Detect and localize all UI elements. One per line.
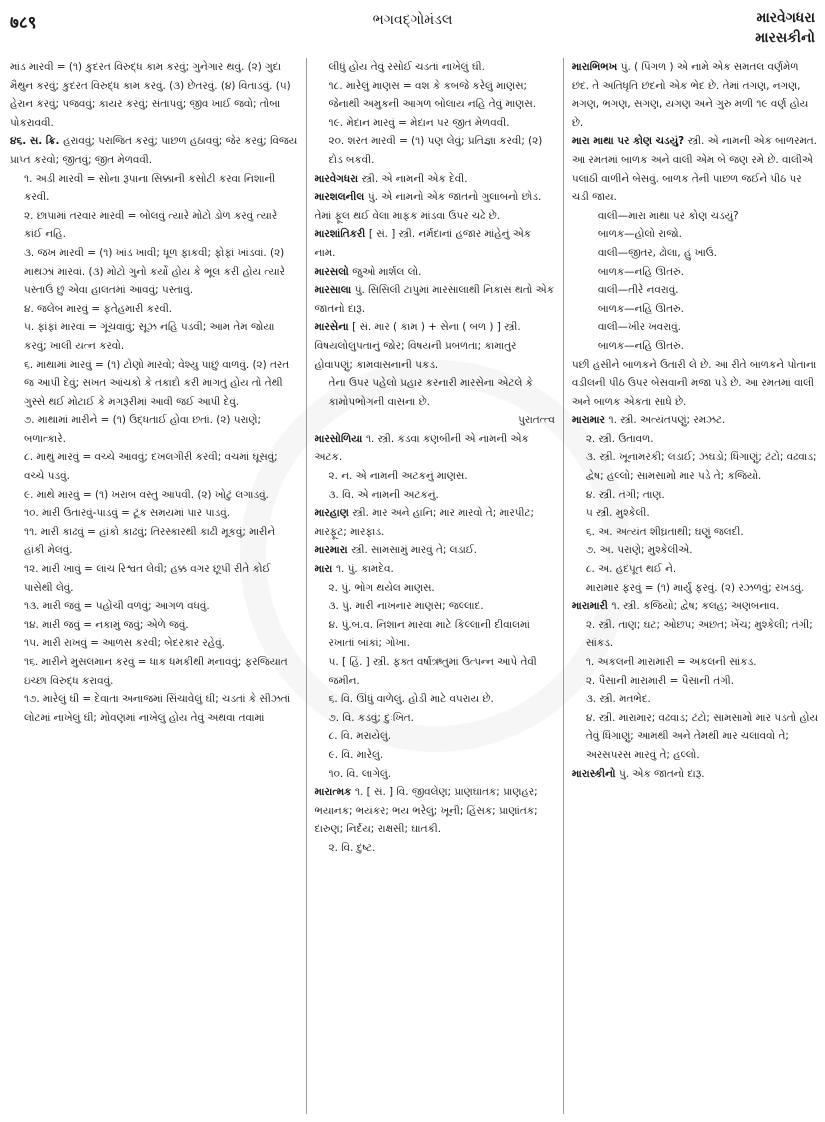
definition-text: ૩. પું. મારી નાખનાર માણસ; જલ્લાદ. xyxy=(328,600,484,613)
definition-text: ૨. છાપામાં તરવાર મારવી = બોલવું ત્યારે મોટો ડોળ કરવું ત્યારે કાંઈ નહિ. xyxy=(24,209,278,241)
column-right xyxy=(563,58,820,1114)
sub-sense xyxy=(315,616,555,653)
sub-sense xyxy=(572,504,818,523)
dictionary-entry xyxy=(315,430,555,467)
sub-sense xyxy=(572,653,818,672)
definition-text: ૩. સ્ત્રી. મતભેદ. xyxy=(585,693,651,706)
sub-sense xyxy=(315,374,555,411)
page-number: ७८९ xyxy=(10,13,37,33)
definition-text: હરાવવું; પરાજિત કરવું; પાછળ હઠાવવું; જેર કરવું; વિજય પ્રાપ્ત કરવો; જીતવું; જીત મેળવવી. xyxy=(10,135,298,166)
headword: મારામાર xyxy=(571,414,609,427)
definition-text: ૨. વિ. દુષ્ટ. xyxy=(328,841,376,854)
dictionary-entry xyxy=(315,783,555,839)
sub-sense xyxy=(572,523,818,542)
headword: મારા xyxy=(314,563,336,576)
sub-sense xyxy=(572,430,818,449)
dictionary-entry xyxy=(572,597,818,616)
definition-text: ૧૮. મારેલું માણસ = વશ કે કબજે કરેલું માણસ; જેનાથી અમુકની આગળ બોલાય નહિ તેવું માણસ. xyxy=(328,79,537,111)
definition-text: ૧. [ સં. ] વિ. જીવલેણ; પ્રાણઘાતક; પ્રાણહર; ભયાનક; ભયંકર; ભય ભરેલું; ખૂની; હિંસક; પ્રાણાંતક; દારુણ; નિર્દય; રાક્ષસી; ઘાતકી. xyxy=(314,786,538,836)
sub-sense xyxy=(572,616,818,653)
definition-text: ૮. વિ. મરાયેલું. xyxy=(328,730,392,743)
guide-words xyxy=(755,8,815,48)
headword: મારાભિભખ xyxy=(571,61,621,73)
dictionary-entry xyxy=(10,132,298,169)
sub-sense xyxy=(10,560,298,597)
definition-text: સ્ત્રી. એ નામની એક બાળરમત. આ રમતમાં બાળક અને વાલી એમ બે જણ રમે છે. વાલીએ પલાંઠી વાળીને બેસવું. બાળક તેની પાછળ જઈને પીઠ પર ચડી જાય. xyxy=(571,135,817,204)
headword: મારસોળિયા xyxy=(314,432,366,445)
sub-sense xyxy=(10,448,298,485)
definition-text: સ્ત્રી. સામસામું મારવું તે; લડાઈ. xyxy=(351,544,478,557)
sub-sense xyxy=(315,690,555,709)
definition-text: પછી હસીને બાળકને ઉતારી લે છે. આ રીતે બાળકને પોતાના વડીલની પીઠ ઉપર બેસવાની મજા પડે છે. આ રમતમાં વાલી અને બાળક એકતા સાધે છે. xyxy=(571,358,817,408)
headword: મારશલનીલ xyxy=(314,191,368,204)
sub-sense xyxy=(315,709,555,728)
dialogue-line xyxy=(572,263,818,282)
dictionary-entry xyxy=(315,188,555,225)
headword: મારામારી xyxy=(571,600,612,613)
guide-word-last: મારસકીનો xyxy=(755,30,815,46)
dictionary-entry xyxy=(315,170,555,189)
sub-sense xyxy=(10,616,298,635)
headword: મારશાંતિકરી xyxy=(314,228,369,241)
definition-text: સ્ત્રી. એ નામની એક દેવી. xyxy=(361,172,468,185)
definition-text: વાલી—જીતર, ઢોલા, હું ખાઉં. xyxy=(597,246,717,259)
sub-sense xyxy=(315,597,555,616)
definition-text: ૩. વિ. એ નામની અટકનું. xyxy=(328,488,439,501)
definition-text: ૨. સ્ત્રી. તાણ; ઘટ; ઓછપ; અછત; ખેંચ; મુશ્કેલી; તંગી; સાંકડ. xyxy=(585,618,813,650)
definition-text: ૬. માથામાં મારવું = (૧) ટોણો મારવો; વેશ્યુ પાછું વાળવું. (૨) તરત જ આપી દેવું; સખત આંચકો કે તકાદો કરી માગતું હોય તો તેથી ગુસ્સે થઈ મોટાઈ કે મગરૂરીમાં આવી જઈ આપી દેવું. xyxy=(24,358,290,408)
headword: મારસલો xyxy=(314,265,353,278)
dialogue-line xyxy=(572,300,818,319)
definition-text: ૨. ન. એ નામની અટકનું માણસ. xyxy=(328,470,468,483)
sub-sense xyxy=(572,541,818,560)
headword: મારહાણ xyxy=(314,507,353,520)
definition-text: બાળક—નહિ ઊતરું. xyxy=(597,302,684,315)
definition-text: ૧. સ્ત્રી. અત્યંતપણું; રમઝટ. xyxy=(608,414,726,427)
headword: મારાસ્કીનો xyxy=(571,767,620,780)
sub-sense xyxy=(315,467,555,486)
definition-text: વાલી—તીરે નવરાવું. xyxy=(597,284,679,297)
definition-text: જુઓ માર્શલ લો. xyxy=(352,265,422,278)
definition-text: વાલી—ખીર ખવરાવું. xyxy=(597,321,681,334)
definition-text: ૮. અ. હદપૂત થઈ ને. xyxy=(585,563,677,576)
definition-text: બાળક—નહિ ઊતરું. xyxy=(597,265,684,278)
definition-text: ૯. વિ. મારેલું. xyxy=(328,748,384,761)
headword: મારમારા xyxy=(314,544,352,557)
definition-text: ૧. સ્ત્રી. કજિયો; દ્વેષ; કલહ; અણબનાવ. xyxy=(611,600,780,613)
definition-text: સ્ત્રી. માર અને હાનિ; માર મારવો તે; મારપીટ; મારફૂટ; મારફાડ. xyxy=(314,507,535,538)
sub-sense xyxy=(10,690,298,727)
definition-text: ૪. સ્ત્રી. મારામાર; વઢવાડ; ટંટો; સામસામો માર પડતો હોય તેવું ધિંગાણું; આમથી અને તેમથી માર ચલાવવો તે; અરસપરસ મારવું તે; હલ્લો. xyxy=(585,711,818,761)
definition-text: ૫. [ હિં. ] સ્ત્રી. ફક્ત વર્ષાઋતુમાં ઉત્પન્ન આપે તેવી જમીન. xyxy=(328,656,537,687)
sub-sense xyxy=(10,356,298,412)
dictionary-entry xyxy=(315,504,555,541)
definition-text: ૧. સ્ત્રી. કડવા કણબીની એ નામની એક અટક. xyxy=(314,432,529,464)
dialogue-line xyxy=(572,244,818,263)
sub-sense xyxy=(315,486,555,505)
sub-sense xyxy=(315,746,555,765)
sub-sense xyxy=(10,170,298,207)
headword: મારસાલા xyxy=(314,284,355,297)
sub-sense xyxy=(10,504,298,523)
sub-sense xyxy=(315,114,555,133)
definition-text: ૧૬. મારીને મુસલમાન કરવું = ધાક ધમકીથી મનાવવું; ફરજિયાત ઇચ્છા વિરુદ્ધ કરાવવું. xyxy=(24,656,288,687)
column-middle xyxy=(306,58,563,1114)
definition-text: ૩. સ્ત્રી. ખૂનામરકી; લડાઈ; ઝઘડો; ધિંગાણું; ટંટો; વઢવાડ; દ્વેષ; હલ્લો; સામસામો માર પડે તે; કજિયો. xyxy=(585,451,817,483)
definition-text: માંડ મારવી = (૧) કુદરત વિરુદ્ધ કામ કરવું; ગુનેગાર થવું. (૨) ગુદા મૈથુન કરવું; કુદરત વિરુદ્ધ કામ કરવું. (૩) છેતરવું. (૪) વિતાડવું. (૫) હેરાન કરવું; પજવવું; કાયર કરવું; સંતાપવું; જીવ ખાઈ જવો; તોબા પોકરાવવી. xyxy=(10,61,291,129)
sub-sense xyxy=(10,523,298,560)
definition-text: ૧. પું. કામદેવ. xyxy=(335,563,394,576)
definition-text: ૧૦. વિ. લાગેલું. xyxy=(328,767,392,780)
sub-sense xyxy=(315,839,555,858)
dialogue-line xyxy=(572,337,818,356)
definition-text: [ સં. ] સ્ત્રી. નર્મદાનાં હજાર માંહેનું એક નામ. xyxy=(314,228,531,259)
sub-sense xyxy=(10,486,298,505)
headword: મારવેગધરા xyxy=(314,172,362,185)
dictionary-entry xyxy=(572,132,818,206)
sub-sense xyxy=(10,207,298,244)
sub-sense xyxy=(10,634,298,653)
dictionary-entry xyxy=(315,281,555,318)
definition-text: ૧૧. મારી કાઢવું = હાંકો કાઢવું; તિરસ્કારથી કાઢી મૂકવું; મારીને હાંકી મેલવું. xyxy=(24,525,276,557)
guide-word-first: મારવેગધરા xyxy=(756,10,815,26)
sub-sense xyxy=(315,58,555,77)
definition-text: પું. સિસિલી ટાપુમાં મારસાલાથી નિકાસ થતો એક જાતનો દારૂ. xyxy=(314,284,554,315)
sub-sense xyxy=(10,244,298,300)
sub-sense xyxy=(572,672,818,691)
definition-text: બાળક—હોલો રાજો. xyxy=(597,228,682,241)
definition-text: ૭. અ. પરાણે; મુશ્કેલીએ. xyxy=(585,544,693,557)
definition-text: ૭. માથામાં મારીને = (૧) ઉદ્ધતાઈ હોવા છતાં. (૨) પરાણે; બળાત્કારે. xyxy=(24,414,261,445)
dictionary-entry xyxy=(572,765,818,784)
running-title: ભગવદ્ગોમંડલ xyxy=(372,12,453,28)
dictionary-entry xyxy=(572,411,818,430)
definition-text: ૫ સ્ત્રી. મુશ્કેલી. xyxy=(585,507,650,520)
citation-source xyxy=(315,411,555,430)
dialogue-line xyxy=(572,318,818,337)
definition-text: ૭. વિ. કડવું; દુઃખિત. xyxy=(328,711,414,724)
sub-sense xyxy=(10,318,298,355)
definition-text: પુરાતત્ત્વ xyxy=(518,414,555,427)
definition-text: ૪. જલેબ મારવું = ફતેહમારી કરવી. xyxy=(24,302,173,315)
sub-sense xyxy=(315,77,555,114)
definition-text: ૨. પૈસાની મારામારી = પૈસાની તંગી. xyxy=(585,674,735,687)
definition-text: ૧૩. મારી જવું = પહોંચી વળવું; આગળ વધવું. xyxy=(24,600,210,613)
sub-sense xyxy=(10,300,298,319)
definition-text: ૬. વિ. ઊંધું વાળેલું. હોડી માટે વપરાય છે. xyxy=(328,693,494,706)
dictionary-entry xyxy=(10,58,298,132)
definition-text: [ સં. માર ( કામ ) + સેના ( બળ ) ] સ્ત્રી. વિષયલોલુપતાનું જોર; વિષયની પ્રબળતા; કામાતુર હોવાપણું; કામવાસનાની પકડ. xyxy=(314,321,521,371)
dictionary-entry xyxy=(315,318,555,374)
sub-sense xyxy=(572,690,818,709)
definition-text: મારામાર ફરવું = (૧) માર્યું ફરવું. (૨) રઝળવું; રખડવું. xyxy=(585,581,805,594)
definition-text: ૨. પું. ભોગ થયેલ માણસ. xyxy=(328,581,435,594)
sub-sense xyxy=(572,448,818,485)
definition-text: ૨૦. શરત મારવી = (૧) પણ લેવું; પ્રતિજ્ઞા કરવી; (૨) દોડ બકવી. xyxy=(328,135,543,166)
definition-text: પું. ( પિંગળ ) એ નામે એક સમતલ વર્ણમેળ છંદ. તે અતિધૃતિ છંદનો એક ભેદ છે. તેમાં તગણ, નગણ, મગણ, ભગણ, સગણ, યગણ અને ગુરુ મળી ૧૯ વર્ણ હોય છે. xyxy=(571,61,809,129)
sub-sense xyxy=(315,132,555,169)
sub-sense xyxy=(10,597,298,616)
sub-sense xyxy=(572,579,818,598)
definition-text: ૮. માથું મારવું = વચ્ચે આવવું; દખલગીરી કરવી; વચમાં ઘૂસવું; વચ્ચે પડવું. xyxy=(24,451,278,483)
dictionary-entry xyxy=(572,356,818,412)
dialogue-line xyxy=(572,207,818,226)
definition-text: ૩. જખ મારવી = (૧) ખાંડ ખાવી; ધૂળ ફાકવી; ફોફાં ખાંડવાં. (૨) માથઝાં મારવાં. (૩) મોટો ગુનો કર્યો હોય કે ભૂલ કરી હોય ત્યારે પસ્તાઉં છું એવા હાલતમાં આવવું; પસ્તાવું. xyxy=(24,246,286,297)
headword: મારા માથા પર કોણ ચડયું? xyxy=(571,135,688,148)
definition-text: ૧૦. મારી ઉતારવું-પાડવું = ટૂંક સમયમાં પાર પાડવું. xyxy=(24,507,231,520)
definition-text: બાળક—નહિ ઊતરું. xyxy=(597,339,684,352)
page-header xyxy=(0,0,825,58)
text-columns xyxy=(8,58,820,1114)
dictionary-entry xyxy=(572,58,818,132)
definition-text: ૪. સ્ત્રી. તંગી; તાણ. xyxy=(585,488,665,501)
sub-sense xyxy=(572,709,818,765)
definition-text: તેના ઉપર પહેલો પ્રહાર કરનારી મારસેના એટલે કે કામોપભોગની વાસના છે. xyxy=(328,377,533,408)
definition-text: ૪. પું.બ.વ. નિશાન મારવા માટે કિલ્લાની દીવાલમાં રખાતાં બાંકાં; ગોખા. xyxy=(328,618,530,650)
dialogue-line xyxy=(572,225,818,244)
sub-sense xyxy=(315,765,555,784)
headword: મારાત્મક xyxy=(314,786,355,799)
definition-text: ૧૭. મારેલું ઘી = દેવાતા અનાજમાં સિંચાવેલું ઘી; ચડતાં કે સીઝતાં લોટમાં નાખેલું ઘી; મોવણમાં નાખેલું હોય તેવું અથવા તવામાં xyxy=(24,693,291,724)
definition-text: ૧૯. મેદાન મારવું = મેદાન પર જીત મેળવવી. xyxy=(328,116,510,129)
sub-sense xyxy=(572,486,818,505)
sub-sense xyxy=(572,560,818,579)
definition-text: ૧૨. મારી ખાવું = લાંચ રિશ્વત લેવી; હક્ક વગર છૂપી રીતે કોઈ પાસેથી લેવું. xyxy=(24,563,271,594)
sub-sense xyxy=(10,653,298,690)
definition-text: ૧. અકલની મારામારી = અકલની સાંકડ. xyxy=(585,656,757,668)
definition-text: ૫. ફાંફાં મારવાં = ગૂંચવાવું; સૂઝ નહિ પડવી; આમ તેમ જોયા કરવું; ખાલી યત્ન કરવો. xyxy=(24,321,275,352)
dictionary-entry xyxy=(315,560,555,579)
sub-sense xyxy=(315,579,555,598)
definition-text: લીધું હોય તેવું રસોઈ ચડતાં નાખેલું ઘી. xyxy=(328,61,485,73)
definition-text: પું. એ નામનો એક જાતનો ગુલાબનો છોડ. તેમાં ફૂલ થઈ વેલા માફક માંડવા ઉપર ચઢે છે. xyxy=(314,191,542,222)
sub-sense xyxy=(315,653,555,690)
headword: ૪૬. સ. ક્રિ. xyxy=(10,135,64,148)
sub-sense xyxy=(10,411,298,448)
definition-text: ૬. અ. અત્યંત શીઘ્રતાથી; ઘણું જલદી. xyxy=(585,525,744,538)
sub-sense xyxy=(315,727,555,746)
definition-text: વાલી—મારા માથા પર કોણ ચડયું? xyxy=(597,209,739,222)
dictionary-entry xyxy=(315,263,555,282)
definition-text: ૧૫. મારી રાખવું = આળસ કરવી; બેદરકાર રહેવું. xyxy=(24,637,225,650)
column-left xyxy=(8,58,306,1114)
definition-text: પું. એક જાતનો દારૂ. xyxy=(619,767,705,780)
dialogue-line xyxy=(572,281,818,300)
definition-text: ૧૪. મારી જવું = નકામું જવું; એળે જવું. xyxy=(24,618,189,631)
dictionary-entry xyxy=(315,225,555,262)
headword: મારસેના xyxy=(314,321,353,334)
dictionary-entry xyxy=(315,541,555,560)
definition-text: ૨. સ્ત્રી. ઉતાવળ. xyxy=(585,432,654,445)
definition-text: ૧. અડી મારવી = સોના રૂપાના સિક્કાની કસોટી કરવા નિશાની કરવી. xyxy=(24,172,276,204)
definition-text: ૯. માથે મારવું = (૧) ખરાબ વસ્તુ આપવી. (૨) ખોટું લગાડવું. xyxy=(24,488,269,501)
